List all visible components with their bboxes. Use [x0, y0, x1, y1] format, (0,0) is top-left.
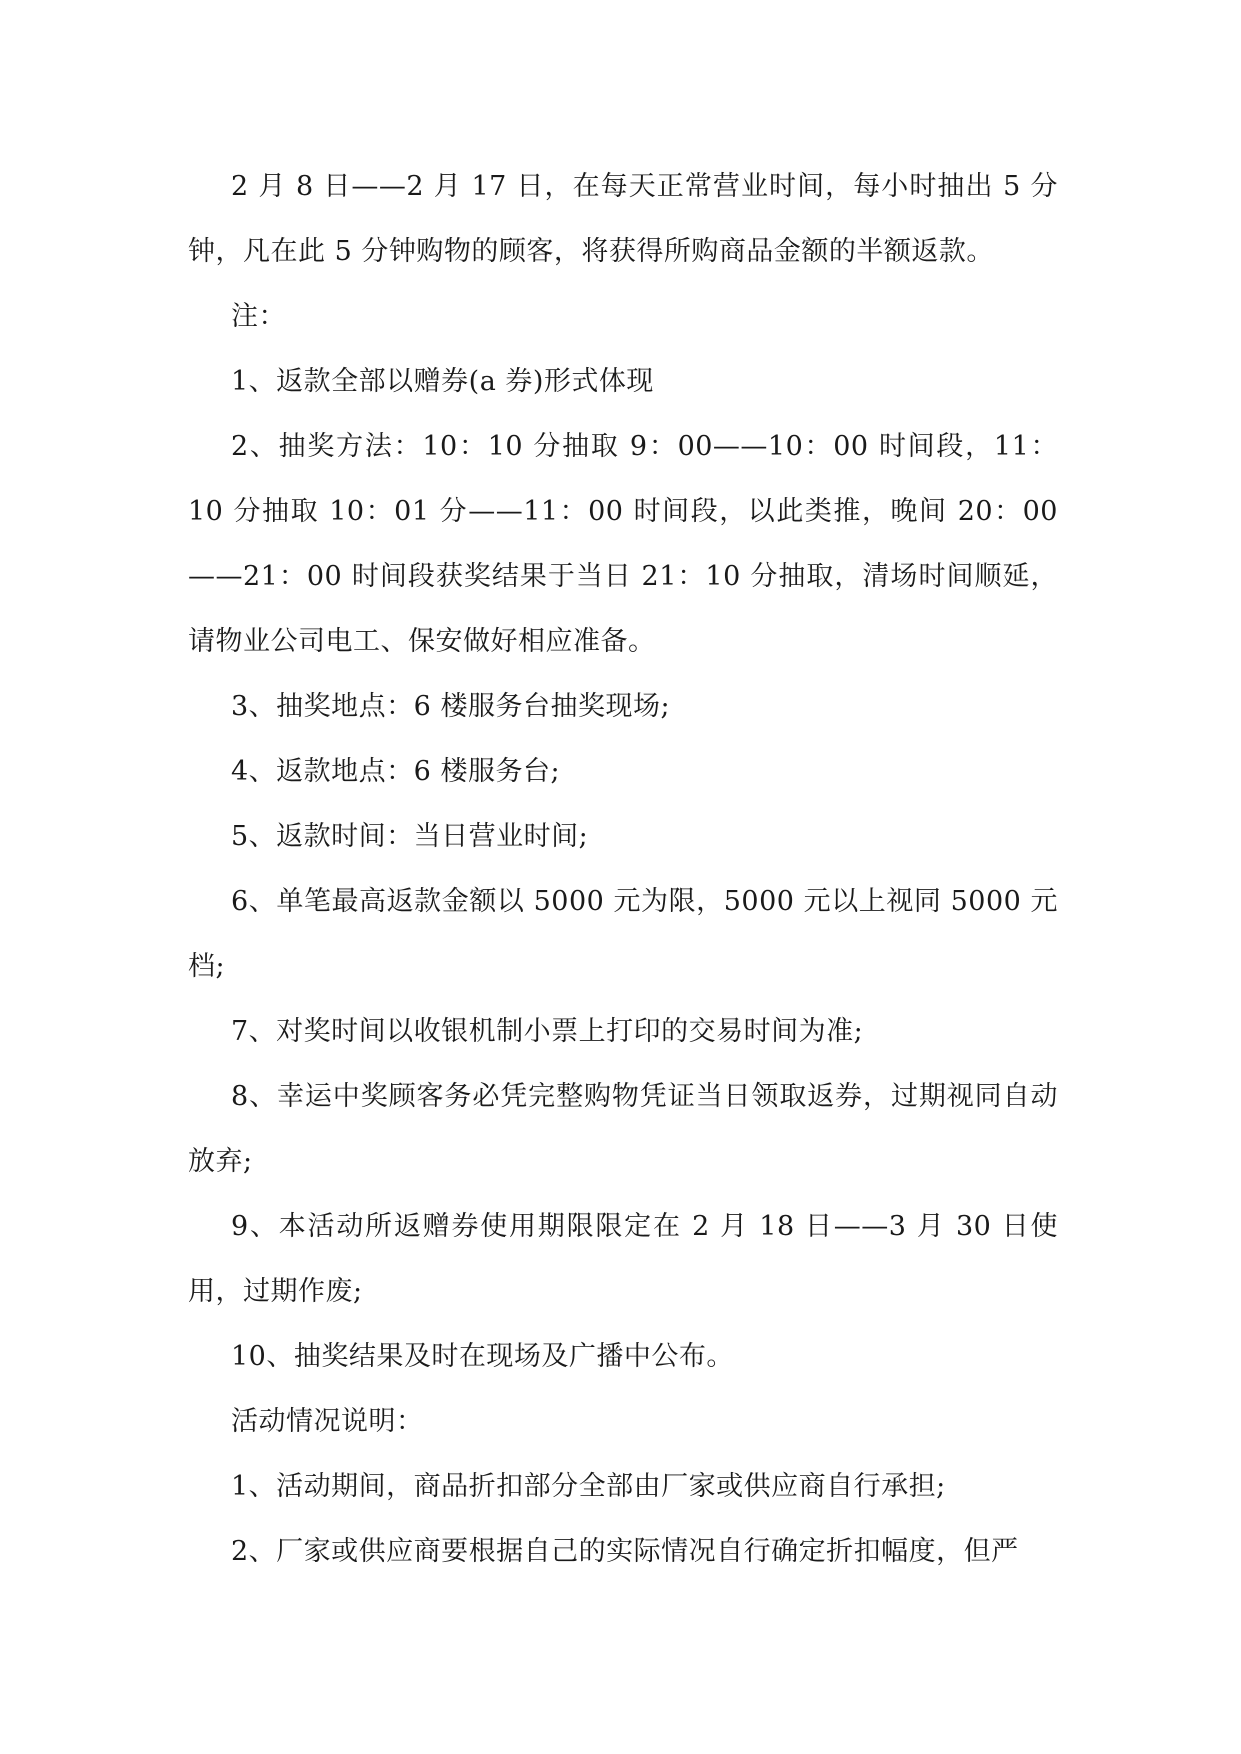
paragraph-activity-heading: 活动情况说明：: [231, 1406, 424, 1437]
paragraph-note-heading: 注：: [231, 301, 286, 332]
note-item-10: 10、抽奖结果及时在现场及广播中公布。: [231, 1341, 734, 1372]
activity-item-1: 1、活动期间，商品折扣部分全部由厂家或供应商自行承担;: [231, 1471, 946, 1502]
note-item-3: 3、抽奖地点：6 楼服务台抽奖现场;: [231, 691, 671, 722]
paragraph-promo-period: 2 月 8 日——2 月 17 日，在每天正常营业时间，每小时抽出 5 分钟，凡在此 5 分钟购物的顾客，将获得所购商品金额的半额返款。: [188, 171, 1058, 267]
note-item-8: 8、幸运中奖顾客务必凭完整购物凭证当日领取返券，过期视同自动放弃;: [188, 1081, 1058, 1177]
activity-item-2: 2、厂家或供应商要根据自己的实际情况自行确定折扣幅度，但严: [231, 1536, 1019, 1567]
note-item-2: 2、抽奖方法：10：10 分抽取 9：00——10：00 时间段，11：10 分抽取 10：01 分——11：00 时间段，以此类推，晚间 20：00——21：00 时间段获奖结果于当日 21：10 分抽取，清场时间顺延，请物业公司电工、保安做好相应准备。: [188, 431, 1058, 657]
note-item-1: 1、返款全部以赠券(a 券)形式体现: [231, 366, 654, 397]
note-item-9: 9、本活动所返赠券使用期限限定在 2 月 18 日——3 月 30 日使用，过期作废;: [188, 1211, 1058, 1307]
note-item-4: 4、返款地点：6 楼服务台;: [231, 756, 561, 787]
note-item-5: 5、返款时间：当日营业时间;: [231, 821, 589, 852]
document-body: [188, 154, 1058, 1584]
note-item-7: 7、对奖时间以收银机制小票上打印的交易时间为准;: [231, 1016, 864, 1047]
note-item-6: 6、单笔最高返款金额以 5000 元为限，5000 元以上视同 5000 元档;: [188, 886, 1058, 982]
